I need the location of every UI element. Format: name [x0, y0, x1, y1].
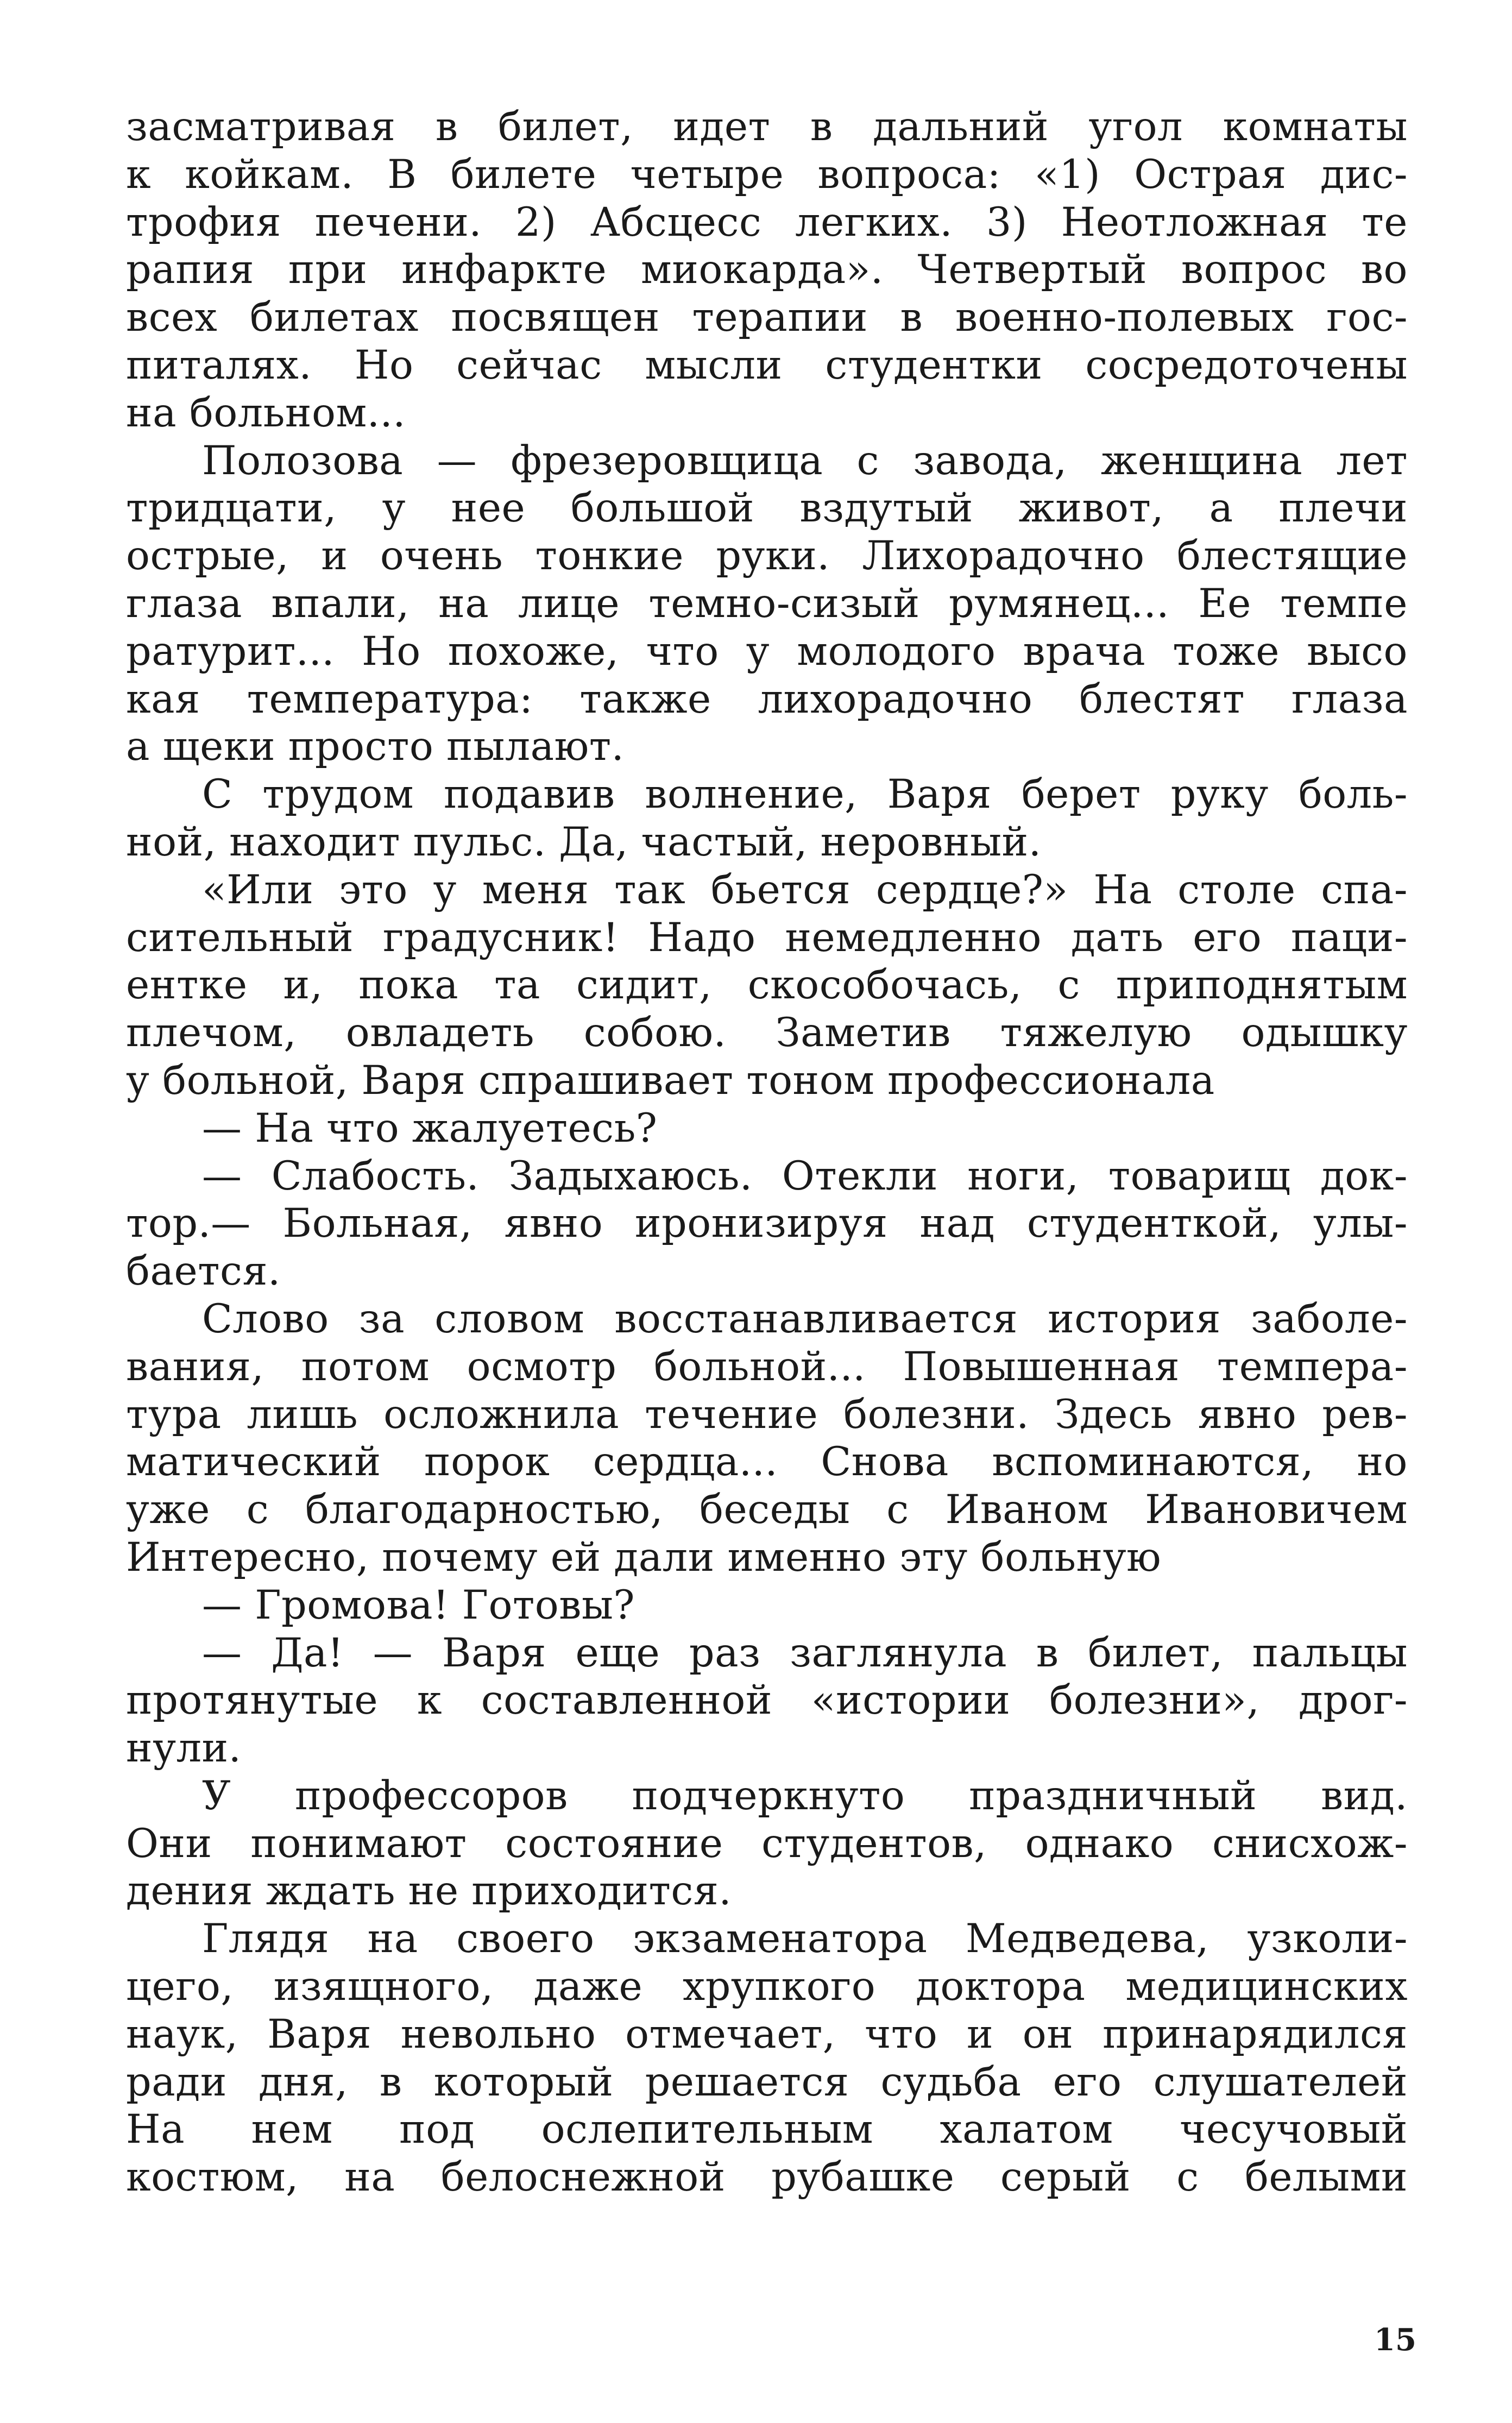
text-line: Полозова — фрезеровщица с завода, женщина лет: [202, 437, 1408, 484]
text-line: у больной, Варя спрашивает тоном профессионала: [126, 1057, 1215, 1104]
text-line: глаза впали, на лице темно-сизый румянец... Ее темпе: [126, 580, 1408, 627]
text-line: вания, потом осмотр больной... Повышенная темпера-: [126, 1343, 1408, 1390]
text-line: рапия при инфаркте миокарда». Четвертый вопрос во: [126, 247, 1408, 293]
text-line: ной, находит пульс. Да, частый, неровный.: [126, 819, 1042, 865]
text-line: наук, Варя невольно отмечает, что и он принарядился: [126, 2011, 1408, 2057]
text-line: ради дня, в который решается судьба его слушателей: [126, 2059, 1408, 2105]
text-line: «Или это у меня так бьется сердце?» На столе спа-: [202, 866, 1408, 913]
text-line: костюм, на белоснежной рубашке серый с белыми: [126, 2154, 1408, 2201]
text-line: протянутые к составленной «истории болезни», дрог-: [126, 1677, 1408, 1724]
text-line: — Громова! Готовы?: [202, 1582, 635, 1628]
text-line: тор.— Больная, явно иронизируя над студенткой, улы-: [126, 1200, 1408, 1247]
text-line: матический порок сердца... Снова вспоминаются, но: [126, 1439, 1408, 1486]
text-line: Интересно, почему ей дали именно эту больную: [126, 1534, 1162, 1581]
text-line: Глядя на своего экзаменатора Медведева, узколи-: [202, 1916, 1408, 1962]
text-line: На нем под ослепительным халатом чесучовый: [126, 2106, 1408, 2153]
text-line: к койкам. В билете четыре вопроса: «1) Острая дис-: [126, 151, 1408, 198]
text-line: У профессоров подчеркнуто праздничный вид.: [202, 1772, 1408, 1819]
text-line: Они понимают состояние студентов, однако снисхож-: [126, 1820, 1408, 1867]
text-line: ентке и, пока та сидит, скособочась, с приподнятым: [126, 962, 1408, 1009]
text-line: трофия печени. 2) Абсцесс легких. 3) Неотложная те: [126, 199, 1408, 246]
text-line: питалях. Но сейчас мысли студентки сосредоточены: [126, 342, 1408, 388]
text-line: — Слабость. Задыхаюсь. Отекли ноги, товарищ док-: [202, 1153, 1408, 1199]
text-line: дения ждать не приходится.: [126, 1868, 732, 1915]
text-line: тридцати, у нее большой вздутый живот, а плечи: [126, 485, 1408, 532]
text-line: — Да! — Варя еще раз заглянула в билет, пальцы: [202, 1629, 1408, 1676]
text-line: С трудом подавив волнение, Варя берет руку боль-: [202, 771, 1408, 818]
text-line: острые, и очень тонкие руки. Лихорадочно блестящие: [126, 533, 1408, 580]
text-line: тура лишь осложнила течение болезни. Здесь явно рев-: [126, 1391, 1408, 1438]
text-line: ратурит... Но похоже, что у молодого врача тоже высо: [126, 628, 1408, 675]
text-line: плечом, овладеть собою. Заметив тяжелую одышку: [126, 1010, 1408, 1056]
text-line: на больном...: [126, 389, 406, 436]
text-line: уже с благодарностью, беседы с Иваном Ивановичем: [126, 1487, 1408, 1533]
text-line: а щеки просто пылают.: [126, 723, 625, 770]
text-line: цего, изящного, даже хрупкого доктора медицинских: [126, 1963, 1408, 2010]
text-line: засматривая в билет, идет в дальний угол комнаты: [126, 104, 1408, 150]
page-number: 15: [1374, 2322, 1416, 2358]
text-line: Слово за словом восстанавливается история заболе-: [202, 1295, 1408, 1342]
text-line: бается.: [126, 1248, 281, 1295]
text-line: — На что жалуетесь?: [202, 1105, 658, 1151]
body-text: [126, 103, 1408, 2201]
text-line: нули.: [126, 1725, 242, 1772]
text-line: сительный градусник! Надо немедленно дать его паци-: [126, 914, 1408, 961]
text-line: всех билетах посвящен терапии в военно-полевых гос-: [126, 294, 1408, 341]
text-line: кая температура: также лихорадочно блестят глаза: [126, 676, 1408, 722]
